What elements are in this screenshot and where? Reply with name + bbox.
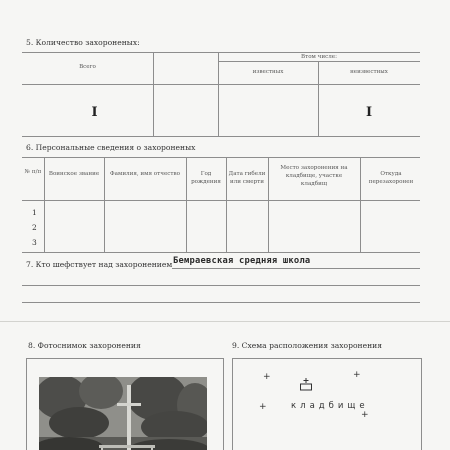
section8-title: 8. Фотоснимок захоронения <box>28 341 141 350</box>
s5-col-of-them: Втом числе: <box>300 54 337 60</box>
s6-col-birth-year: Год рождения <box>191 171 221 186</box>
photo-frame <box>26 358 224 450</box>
grave-cross-mark: + <box>353 370 361 380</box>
s6-row-num: 2 <box>32 223 37 232</box>
s6-row-num: 3 <box>32 238 37 247</box>
section6-title: 6. Персональные сведения о захороненых <box>26 143 196 152</box>
paper-fold-line <box>0 321 450 322</box>
s5-bottom-line <box>22 136 420 137</box>
s5-header-bottom-line <box>22 84 420 85</box>
section5-title: 5. Количество захороненых: <box>26 38 140 47</box>
s6-divider-2 <box>104 157 105 252</box>
grave-cross-mark: + <box>361 410 369 420</box>
s6-col-rank: Воинское звание <box>48 171 100 177</box>
s5-value-unknown: I <box>365 105 373 120</box>
grave-cross-mark: + <box>259 402 267 412</box>
s7-patron-value: Бемраевская средняя школа <box>173 256 311 266</box>
grave-marker-icon <box>299 377 313 393</box>
s6-col-burial-place: Место захоронения на кладбище, участке кладбищ <box>280 165 348 188</box>
s5-divider-1 <box>153 52 154 136</box>
s5-col-unknown: неизвестных <box>350 69 388 75</box>
s6-row-num: 1 <box>32 208 37 217</box>
s6-divider-4 <box>226 157 227 252</box>
s7-line-3 <box>22 302 420 303</box>
s6-col-origin: Откуда перезахоронен <box>368 171 414 186</box>
section7-title: 7. Кто шефствует над захоронением <box>26 260 173 269</box>
s5-subheader-line <box>218 61 420 62</box>
s6-col-death-date: Дата гибели или смерти <box>228 171 266 186</box>
s6-divider-3 <box>186 157 187 252</box>
s6-divider-6 <box>360 157 361 252</box>
s6-col-name: Фамилия, имя отчество <box>109 171 181 177</box>
s5-divider-2 <box>218 52 219 136</box>
s5-value-total: I <box>91 105 98 120</box>
s6-divider-1 <box>44 157 45 252</box>
s6-divider-5 <box>268 157 269 252</box>
section9-title: 9. Схема расположения захоронения <box>232 341 382 350</box>
s7-value-line <box>172 268 420 269</box>
scheme-frame <box>232 358 422 450</box>
cemetery-label: кладбище <box>291 401 369 411</box>
grave-cross-mark: + <box>263 372 271 382</box>
burial-photo <box>39 377 207 450</box>
s5-col-total: Всего <box>79 64 96 70</box>
s6-col-num: № п/п <box>24 169 42 175</box>
s6-bottom-line <box>22 252 420 253</box>
s5-col-known: известных <box>252 69 284 75</box>
s7-line-2 <box>22 285 420 286</box>
